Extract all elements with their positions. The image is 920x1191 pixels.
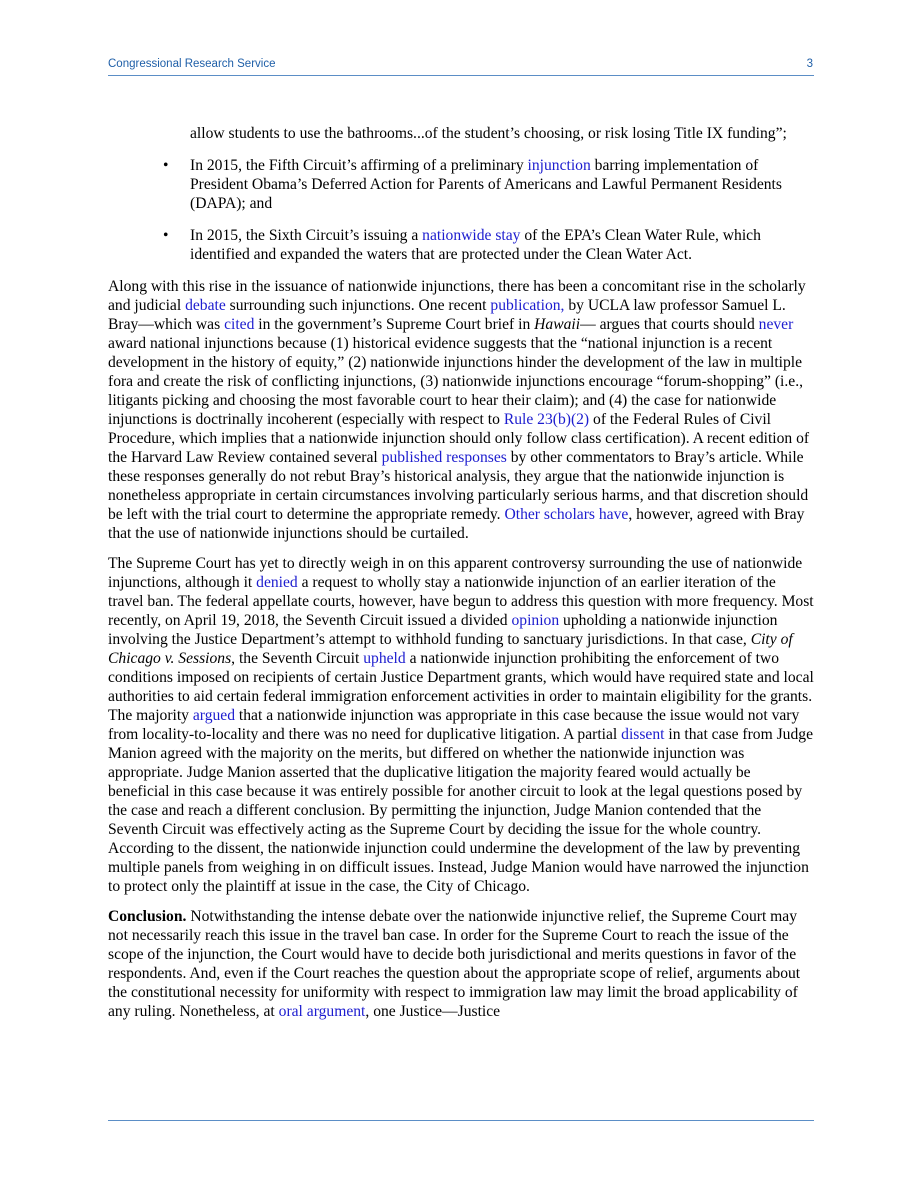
text: a nationwide injunction prohibiting the enforcement of two conditions imposed on recipients of certain Justice Department grants, which would have required state and local authorities to aid certain federal immigration enforcement activities in order to maintain eligibility for the grants. The majority xyxy=(108,650,814,724)
bullet-continuation: allow students to use the bathrooms...of the student’s choosing, or risk losing Title IX funding”; xyxy=(190,125,787,142)
header-rule xyxy=(108,75,814,76)
text: In 2015, the Sixth Circuit’s issuing a xyxy=(190,227,423,244)
text: barring implementation of President Obama’s Deferred Action for Parents of Americans and Lawful Permanent Residents (DAPA); and xyxy=(190,157,782,212)
text: Notwithstanding the intense debate over the nationwide injunctive relief, the Supreme Court may not necessarily reach this issue in the travel ban case. In order for the Supreme Court to reach the issue of the scope of the injunction, the Court would have to decide both jurisdictional and merits questions in favor of the respondents. And, even if the Court reaches the question about the appropriate scope of relief, arguments about the constitutional necessity for uniformity with respect to immigration law may limit the broad applicability of any ruling. Nonetheless, at xyxy=(108,908,801,1020)
text: in the government’s Supreme Court brief in xyxy=(254,316,535,333)
list-item xyxy=(108,156,814,213)
text: The Supreme Court has yet to directly weigh in on this apparent controversy surrounding the use of nationwide injunctions, although it xyxy=(108,555,803,591)
text: surrounding such injunctions. One recent xyxy=(225,297,491,314)
paragraph-debate xyxy=(108,277,814,543)
text: In 2015, the Fifth Circuit’s affirming of a preliminary xyxy=(190,157,528,174)
link-other-scholars[interactable]: Other scholars have xyxy=(504,506,629,523)
text: award national injunctions because (1) historical evidence suggests that the “national injunction is a recent development in the history of equity,” (2) nationwide injunctions hinder the development of the law in multiple fora and create the risk of conflicting injunctions, (3) nationwide injunctions encourage “forum-shopping” (i.e., litigants picking and choosing the most favorable court to hear their claim); and (4) the case for nationwide injunctions is doctrinally incoherent (especially with respect to xyxy=(108,335,804,428)
text: , one Justice—Justice xyxy=(365,1003,501,1020)
link-oral-argument[interactable]: oral argument xyxy=(278,1003,366,1020)
paragraph-supreme-court xyxy=(108,554,814,896)
link-cited[interactable]: cited xyxy=(224,316,255,333)
text: by UCLA law professor Samuel L. Bray—which was xyxy=(108,297,786,333)
text: , the Seventh Circuit xyxy=(231,650,364,667)
link-denied[interactable]: denied xyxy=(256,574,298,591)
link-never[interactable]: never xyxy=(758,316,794,333)
link-dissent[interactable]: dissent xyxy=(621,726,665,743)
link-rule-23[interactable]: Rule 23(b)(2) xyxy=(503,411,590,428)
list-item xyxy=(108,226,814,264)
conclusion-heading: Conclusion. xyxy=(108,908,187,925)
link-argued[interactable]: argued xyxy=(192,707,236,724)
paragraph-conclusion xyxy=(108,907,814,1021)
text: by other commentators to Bray’s article. While these responses generally do not rebut Bray’s historical analysis, they argue that the nationwide injunction is nonetheless appropriate in certain circumstances involving particularly serious harms, and that discretion should be left with the trial court to determine the appropriate remedy. xyxy=(108,449,809,523)
footer-rule xyxy=(108,1120,814,1121)
case-name: Hawaii xyxy=(534,316,581,333)
text: in that case from Judge Manion agreed with the majority on the merits, but differed on whether the nationwide injunction was appropriate. Judge Manion asserted that the duplicative litigation the majority feared would actually be beneficial in this case because it was entirely possible for another circuit to look at the legal questions posed by the case and reach a different conclusion. By permitting the injunction, Judge Manion contended that the Seventh Circuit was effectively acting as the Supreme Court by deciding the issue for the whole country. According to the dissent, the nationwide injunction could undermine the development of the law by preventing multiple panels from weighing in on difficult issues. Instead, Judge Manion would have narrowed the injunction to protect only the plaintiff at issue in the case, the City of Chicago. xyxy=(108,726,813,895)
bullet-symbol: • xyxy=(163,157,169,174)
page-number: 3 xyxy=(806,58,813,70)
case-name: City of Chicago v. Sessions xyxy=(108,631,793,667)
text: upholding a nationwide injunction involving the Justice Department’s attempt to withhold funding to sanctuary jurisdictions. In that case, xyxy=(108,612,778,648)
document-body xyxy=(108,124,814,1032)
text: of the Federal Rules of Civil Procedure, which implies that a nationwide injunction should only follow class certification). A recent edition of the Harvard Law Review contained several xyxy=(108,411,810,466)
text: , however, agreed with Bray that the use of nationwide injunctions should be curtailed. xyxy=(108,506,805,542)
running-header xyxy=(108,58,813,70)
bullet-symbol: • xyxy=(163,227,169,244)
text: of the EPA’s Clean Water Rule, which identified and expanded the waters that are protected under the Clean Water Act. xyxy=(190,227,761,263)
link-injunction[interactable]: injunction xyxy=(527,157,591,174)
text: that a nationwide injunction was appropriate in this case because the issue would not vary from locality-to-locality and there was no need for duplicative litigation. A partial xyxy=(108,707,800,743)
text: a request to wholly stay a nationwide injunction of an earlier iteration of the travel ban. The federal appellate courts, however, have begun to address this question with more frequency. Most recently, on April 19, 2018, the Seventh Circuit issued a divided xyxy=(108,574,814,629)
link-upheld[interactable]: upheld xyxy=(363,650,406,667)
link-publication[interactable]: publication, xyxy=(490,297,565,314)
text: — argues that courts should xyxy=(580,316,759,333)
link-debate[interactable]: debate xyxy=(185,297,226,314)
header-source: Congressional Research Service xyxy=(108,58,276,70)
link-published-responses[interactable]: published responses xyxy=(381,449,507,466)
link-nationwide-stay[interactable]: nationwide stay xyxy=(422,227,521,244)
link-opinion[interactable]: opinion xyxy=(511,612,560,629)
text: Along with this rise in the issuance of nationwide injunctions, there has been a concomitant rise in the scholarly and judicial xyxy=(108,278,806,314)
